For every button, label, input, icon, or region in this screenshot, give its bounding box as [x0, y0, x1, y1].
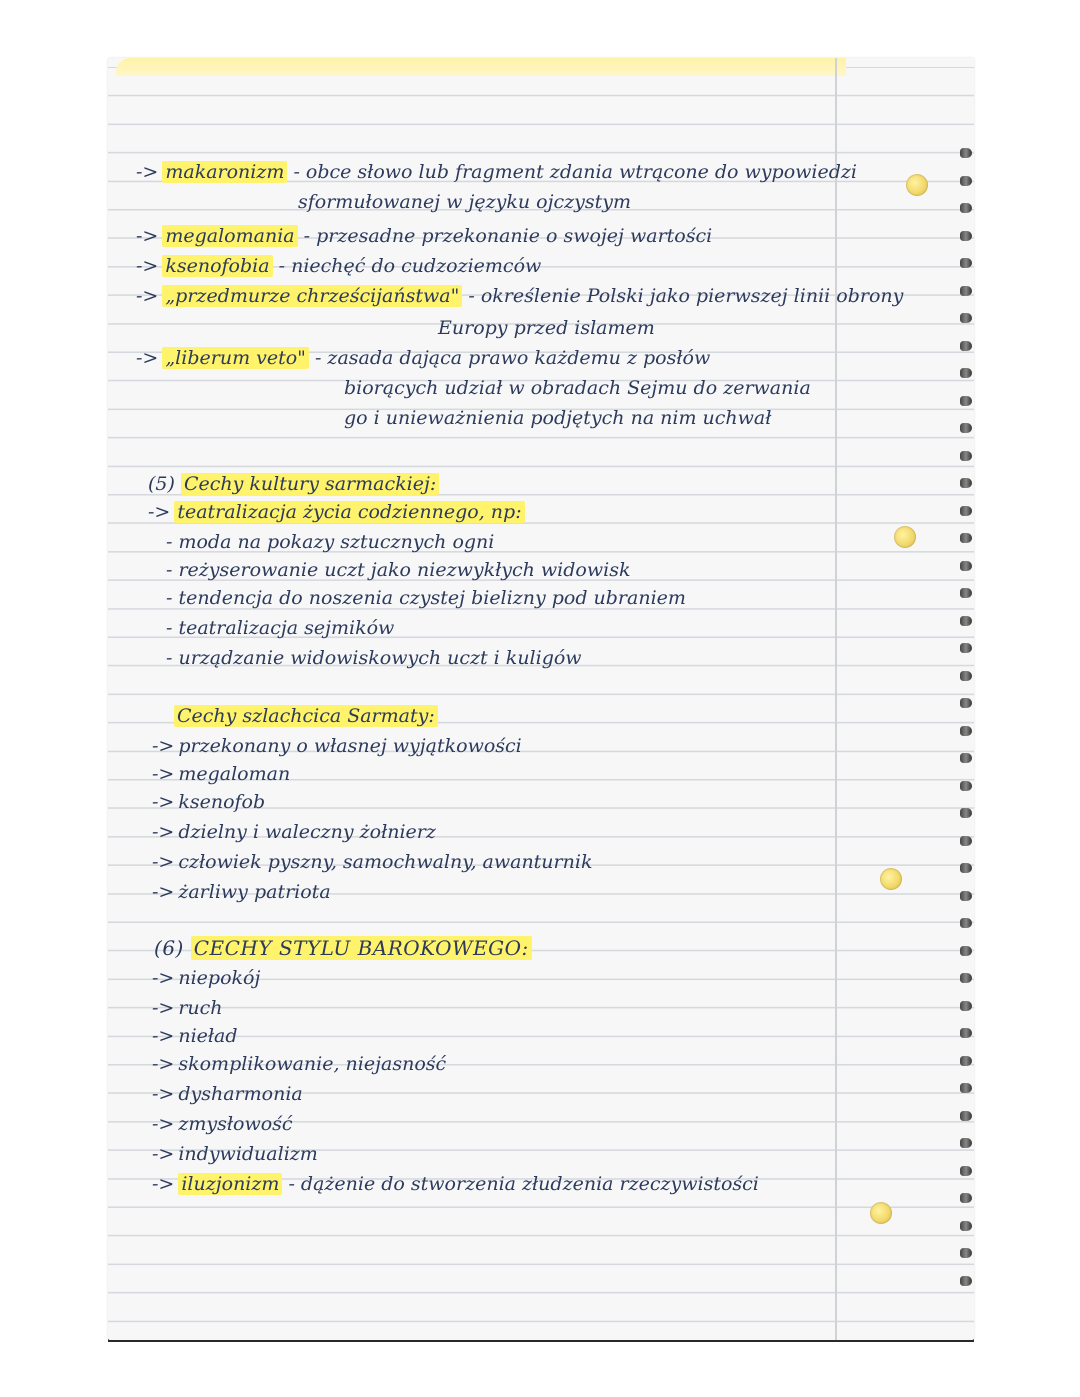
section-lead: teatralizacja życia codziennego, np:: [174, 501, 524, 523]
list-item: -> niepokój: [152, 967, 261, 989]
list-item: -> żarliwy patriota: [152, 881, 331, 903]
list-item: - reżyserowanie uczt jako niezwykłych widowisk: [166, 559, 631, 581]
term-makaronizm: makaronizm: [162, 161, 287, 183]
arrow-icon: ->: [152, 791, 175, 813]
note-line: [136, 346, 710, 370]
arrow-icon: ->: [152, 1143, 175, 1165]
term-definition: - przesadne przekonanie o swojej wartości: [303, 225, 713, 247]
term-definition: - określenie Polski jako pierwszej linii obrony: [468, 285, 904, 307]
list-item: -> zmysłowość: [152, 1113, 293, 1135]
section-number: (5): [148, 473, 175, 495]
note-line: [136, 254, 541, 278]
arrow-icon: ->: [152, 735, 175, 757]
term-definition: - dążenie do stworzenia złudzenia rzeczywistości: [288, 1173, 759, 1195]
list-item: -> indywidualizm: [152, 1143, 318, 1165]
note-line: [136, 160, 857, 184]
arrow-icon: ->: [136, 225, 159, 247]
note-line: [136, 284, 903, 308]
term-iluzjonizm: iluzjonizm: [178, 1173, 282, 1195]
section-number: (6): [154, 936, 184, 960]
list-item: - moda na pokazy sztucznych ogni: [166, 531, 495, 553]
term-liberum-veto: „liberum veto": [162, 347, 309, 369]
list-item: -> dzielny i waleczny żołnierz: [152, 821, 436, 843]
section-title: Cechy szlachcica Sarmaty:: [174, 705, 438, 727]
definition-continuation: biorących udział w obradach Sejmu do zerwania: [344, 377, 811, 399]
note-line: [148, 500, 525, 524]
arrow-icon: ->: [152, 1083, 175, 1105]
arrow-icon: ->: [152, 1113, 175, 1135]
arrow-icon: ->: [152, 763, 175, 785]
term-przedmurze: „przedmurze chrześcijaństwa": [162, 285, 462, 307]
section-title: CECHY STYLU BAROKOWEGO:: [191, 936, 532, 960]
notebook-page: [108, 58, 974, 1340]
list-item: -> nieład: [152, 1025, 238, 1047]
section-heading: [154, 936, 532, 960]
arrow-icon: ->: [152, 881, 175, 903]
note-line: [438, 316, 655, 340]
list-item: -> ksenofob: [152, 791, 266, 813]
list-item: -> megaloman: [152, 763, 291, 785]
arrow-icon: ->: [148, 501, 171, 523]
term-definition: - obce słowo lub fragment zdania wtrącone do wypowiedzi: [293, 161, 857, 183]
section-heading: [174, 704, 438, 728]
note-line: [298, 190, 631, 214]
list-item: -> ruch: [152, 997, 223, 1019]
arrow-icon: ->: [136, 285, 159, 307]
arrow-icon: ->: [152, 997, 175, 1019]
arrow-icon: ->: [136, 255, 159, 277]
arrow-icon: ->: [152, 1173, 175, 1195]
list-item: -> skomplikowanie, niejasność: [152, 1053, 447, 1075]
arrow-icon: ->: [152, 821, 175, 843]
section-heading: [148, 472, 439, 496]
list-item: -> człowiek pyszny, samochwalny, awanturnik: [152, 851, 593, 873]
arrow-icon: ->: [152, 1053, 175, 1075]
arrow-icon: ->: [152, 967, 175, 989]
term-definition: - niechęć do cudzoziemców: [278, 255, 542, 277]
definition-continuation: go i unieważnienia podjętych na nim uchwał: [344, 407, 772, 429]
arrow-icon: ->: [136, 161, 159, 183]
list-item: - teatralizacja sejmików: [166, 617, 395, 639]
section-title: Cechy kultury sarmackiej:: [181, 473, 439, 495]
handwritten-notes: [108, 58, 974, 1340]
note-line: [344, 406, 771, 430]
term-megalomania: megalomania: [162, 225, 297, 247]
arrow-icon: ->: [152, 1025, 175, 1047]
arrow-icon: ->: [136, 347, 159, 369]
term-ksenofobia: ksenofobia: [162, 255, 272, 277]
list-item: - tendencja do noszenia czystej bielizny pod ubraniem: [166, 587, 686, 609]
definition-continuation: Europy przed islamem: [438, 317, 655, 339]
note-line: [136, 224, 712, 248]
list-item: -> przekonany o własnej wyjątkowości: [152, 735, 522, 757]
definition-continuation: sformułowanej w języku ojczystym: [298, 191, 631, 213]
term-definition: - zasada dająca prawo każdemu z posłów: [314, 347, 711, 369]
list-item: -> dysharmonia: [152, 1083, 303, 1105]
list-item: - urządzanie widowiskowych uczt i kuligów: [166, 647, 582, 669]
arrow-icon: ->: [152, 851, 175, 873]
list-item: [152, 1172, 759, 1196]
note-line: [344, 376, 811, 400]
